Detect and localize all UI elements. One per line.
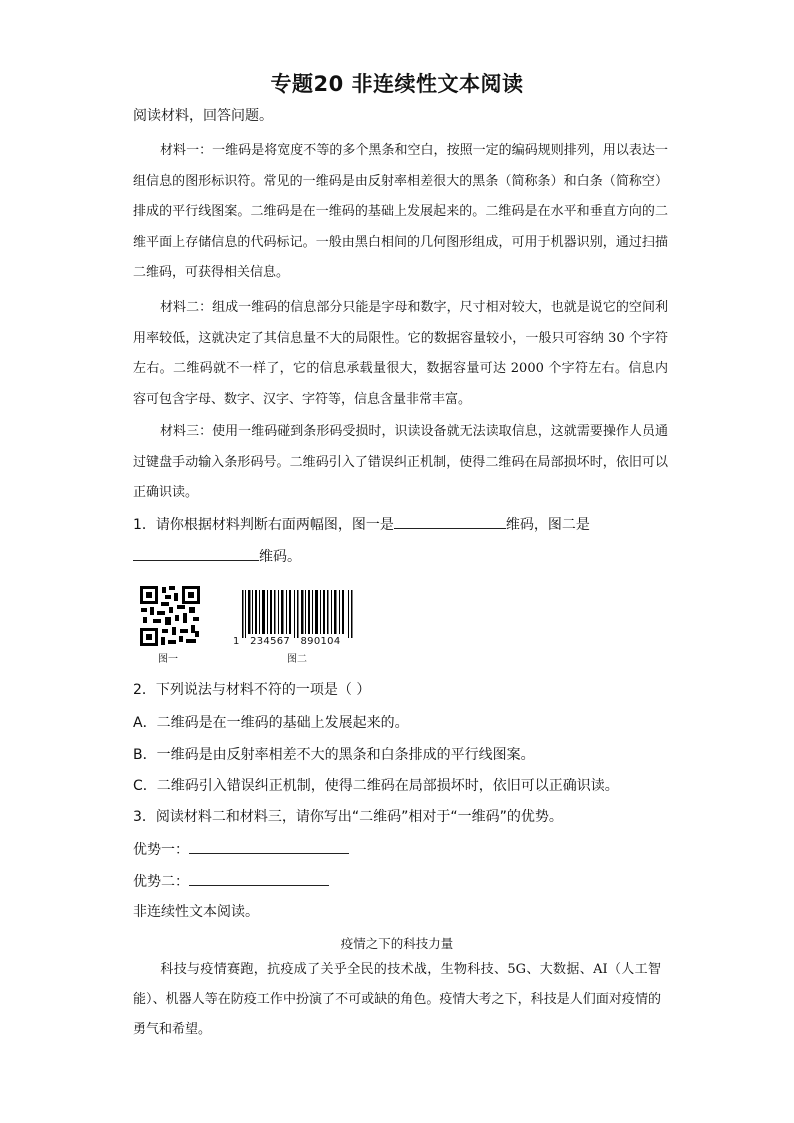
qr-code-image	[139, 585, 201, 647]
advantage-2-blank[interactable]	[189, 871, 329, 886]
material-three-text: 材料三：使用一维码碰到条形码受损时，识读设备就无法读取信息，这就需要操作人员通过键盘手动输入条形码号。二维码引入了错误纠正机制，使得二维码在局部损坏时，依旧可以正确识读。	[133, 424, 668, 500]
article-title: 疫情之下的科技力量	[340, 936, 454, 951]
barcode-digits: 1 234567 890104	[233, 636, 341, 647]
figure-2-caption: 图二	[287, 654, 307, 665]
material-two	[133, 293, 668, 415]
question-1-line-1	[133, 514, 590, 535]
advantage-2-line	[133, 871, 329, 892]
advantage-1-label: 优势一：	[133, 842, 189, 858]
section-2-heading: 非连续性文本阅读。	[133, 904, 259, 920]
question-1-line-2	[133, 546, 301, 567]
article-body	[133, 955, 661, 1045]
figure-1-caption: 图一	[158, 654, 178, 665]
material-one	[133, 136, 668, 289]
question-1-part3: 维码。	[259, 549, 301, 565]
question-2-stem: 2．下列说法与材料不符的一项是（ ）	[133, 682, 371, 698]
question-1-part1: 1．请你根据材料判断右面两幅图，图一是	[133, 517, 394, 533]
reading-instruction: 阅读材料，回答问题。	[133, 108, 273, 124]
answer-blank-fig1[interactable]	[394, 514, 506, 529]
advantage-1-line	[133, 839, 349, 860]
barcode-image	[242, 590, 356, 638]
material-one-text: 材料一：一维码是将宽度不等的多个黑条和空白，按照一定的编码规则排列，用以表达一组信息的图形标识符。常见的一维码是由反射率相差很大的黑条（简称条）和白条（简称空）排成的平行线图案。二维码是在一维码的基础上发展起来的。二维码是在水平和垂直方向的二维平面上存储信息的代码标记。一般由黑白相间的几何图形组成，可用于机器识别，通过扫描二维码，可获得相关信息。	[133, 143, 668, 280]
question-2-option-c[interactable]: C．二维码引入错误纠正机制，使得二维码在局部损坏时，依旧可以正确识读。	[133, 778, 619, 794]
answer-blank-fig2[interactable]	[133, 546, 259, 561]
advantage-1-blank[interactable]	[189, 839, 349, 854]
article-body-text: 科技与疫情赛跑，抗疫成了关乎全民的技术战，生物科技、5G、大数据、AI（人工智能）、机器人等在防疫工作中扮演了不可或缺的角色。疫情大考之下，科技是人们面对疫情的勇气和希望。	[133, 962, 661, 1037]
page-title: 专题20 非连续性文本阅读	[270, 72, 524, 96]
question-2-option-a[interactable]: A．二维码是在一维码的基础上发展起来的。	[133, 715, 409, 731]
advantage-2-label: 优势二：	[133, 874, 189, 890]
question-3-stem: 3．阅读材料二和材料三，请你写出“二维码”相对于“一维码”的优势。	[133, 809, 563, 825]
material-three	[133, 417, 668, 509]
material-two-text: 材料二：组成一维码的信息部分只能是字母和数字，尺寸相对较大，也就是说它的空间利用率较低，这就决定了其信息量不大的局限性。它的数据容量较小，一般只可容纳 30 个字符左右。二维码就不一样了，它的信息承载量很大，数据容量可达 2000 个字符左右。信息内容可包含字母、数字、汉字、字符等，信息含量非常丰富。	[133, 300, 668, 407]
question-2-option-b[interactable]: B．一维码是由反射率相差不大的黑条和白条排成的平行线图案。	[133, 747, 535, 763]
question-1-part2: 维码，图二是	[505, 517, 590, 533]
